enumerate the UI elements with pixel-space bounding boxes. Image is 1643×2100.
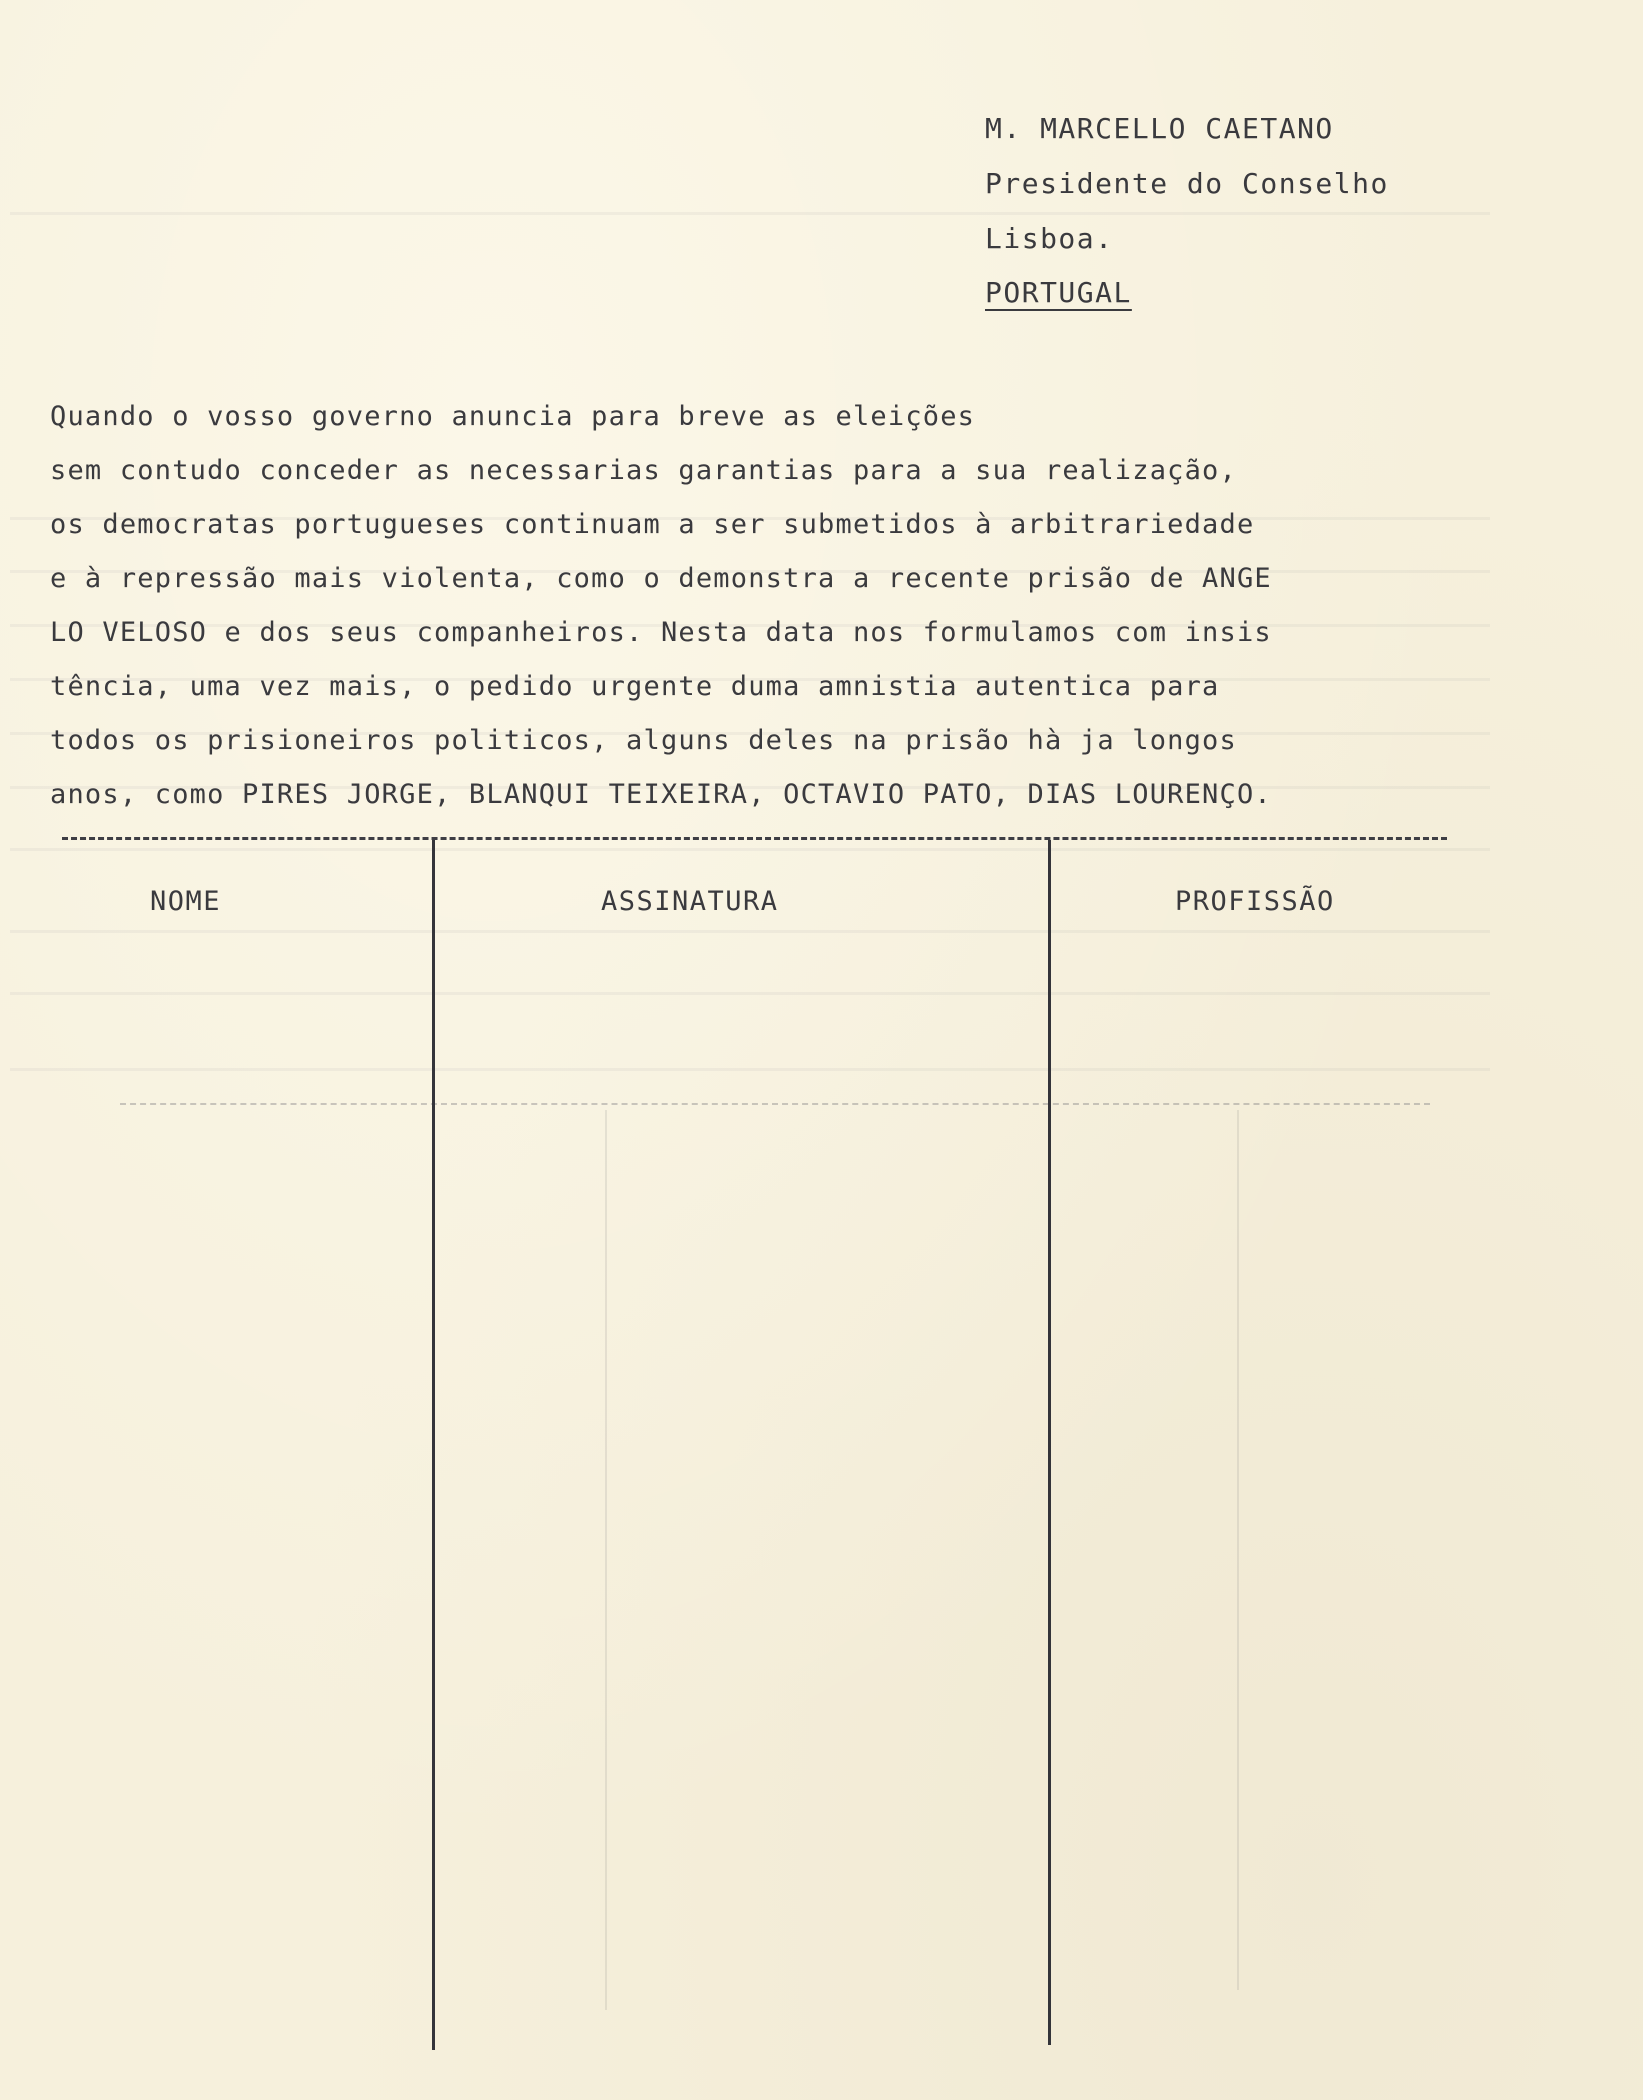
table-top-rule <box>62 837 1447 840</box>
column-divider-2 <box>1048 840 1051 2045</box>
letter-line-8: anos, como PIRES JORGE, BLANQUI TEIXEIRA, OCTAVIO PATO, DIAS LOURENÇO. <box>50 779 1272 810</box>
recipient-country: PORTUGAL <box>985 276 1132 309</box>
recipient-name: M. MARCELLO CAETANO <box>985 112 1334 145</box>
bleed-line <box>10 212 1490 215</box>
bleed-line <box>10 930 1490 933</box>
letter-line-3: os democratas portugueses continuam a ser submetidos à arbitrariedade <box>50 509 1255 540</box>
recipient-city: Lisboa. <box>985 222 1114 255</box>
bleed-line <box>10 848 1490 851</box>
column-header-signature: ASSINATURA <box>601 886 779 917</box>
recipient-title: Presidente do Conselho <box>985 167 1389 200</box>
letter-line-7: todos os prisioneiros politicos, alguns deles na prisão hà ja longos <box>50 725 1237 756</box>
column-header-name: NOME <box>150 886 222 917</box>
letter-line-1: Quando o vosso governo anuncia para breve as eleições <box>50 401 976 432</box>
letter-line-5: LO VELOSO e dos seus companheiros. Nesta data nos formulamos com insis <box>50 617 1272 648</box>
bleed-line <box>10 1068 1490 1071</box>
column-header-profession: PROFISSÃO <box>1175 886 1335 917</box>
column-divider-1 <box>432 840 435 2050</box>
bleed-column-rule <box>605 1110 607 2010</box>
bleed-line <box>10 992 1490 995</box>
letter-line-4: e à repressão mais violenta, como o demonstra a recente prisão de ANGE <box>50 563 1272 594</box>
letter-line-6: tência, uma vez mais, o pedido urgente duma amnistia autentica para <box>50 671 1220 702</box>
letter-line-2: sem contudo conceder as necessarias garantias para a sua realização, <box>50 455 1237 486</box>
bleed-dashed-rule <box>120 1103 1430 1105</box>
bleed-column-rule <box>1237 1110 1239 1990</box>
